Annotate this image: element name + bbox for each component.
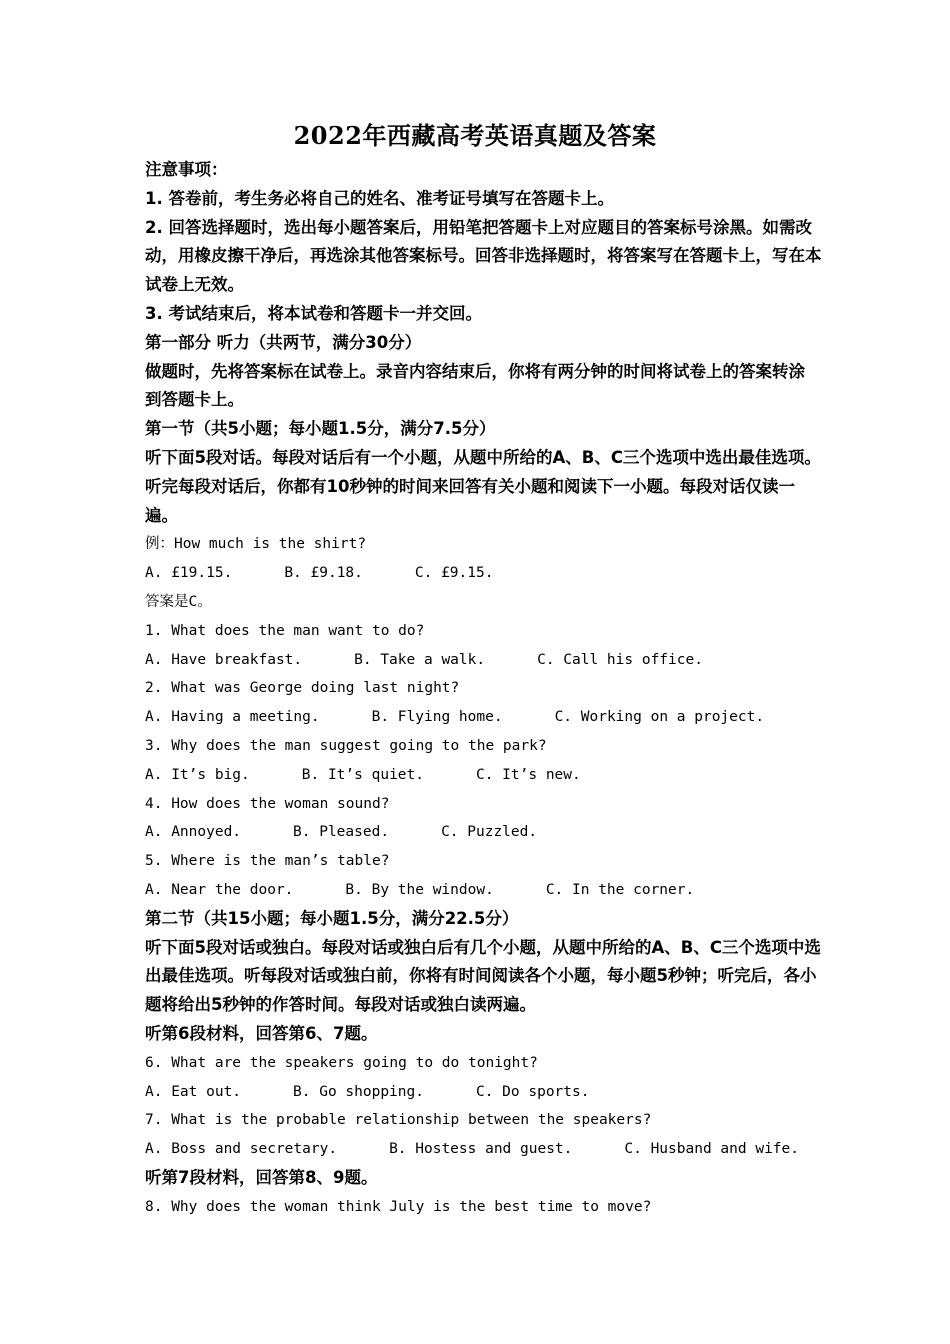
document-body [145,156,822,1221]
section2-intro-line: 出最佳选项。听每段对话或独白前，你将有时间阅读各个小题，每小题5秒钟；听完后，各小 [145,966,817,986]
option-b: B. Pleased. [293,824,390,841]
option-b: B. £9.18. [284,565,363,582]
question-4-options [145,818,815,847]
question-3-options [145,761,815,790]
notice-line: 试卷上无效。 [145,275,244,295]
part1-intro-line: 做题时，先将答案标在试卷上。录音内容结束后，你将有两分钟的时间将试卷上的答案转涂 [145,361,805,381]
option-a: A. Near the door. [145,881,294,898]
notice-line: 动，用橡皮擦干净后，再选涂其他答案标号。回答非选择题时，将答案写在答题卡上，写在本 [145,246,822,266]
option-a: A. Eat out. [145,1083,242,1100]
question-6: 6. What are the speakers going to do tonight? [145,1054,538,1071]
question-5: 5. Where is the man’s table? [145,853,390,870]
section2-intro-line: 听下面5段对话或独白。每段对话或独白后有几个小题，从题中所给的A、B、C三个选项中选 [145,937,821,957]
option-b: B. Hostess and guest. [389,1141,573,1158]
option-c: C. Do sports. [475,1083,590,1100]
question-1-options [145,646,815,675]
section2-heading: 第二节（共15小题；每小题1.5分，满分22.5分） [145,908,519,928]
question-7-options [145,1135,815,1164]
section1-heading: 第一节（共5小题；每小题1.5分，满分7.5分） [145,419,496,439]
question-8: 8. Why does the woman think July is the best time to move? [145,1198,652,1215]
option-a: A. It’s big. [145,766,250,783]
option-c: C. In the corner. [545,881,695,898]
question-3: 3. Why does the man suggest going to the park? [145,737,547,754]
section2-intro-line: 题将给出5秒钟的作答时间。每段对话或独白读两遍。 [145,995,536,1015]
question-2-options [145,703,815,732]
option-c: C. £9.15. [414,565,494,582]
option-b: B. Take a walk. [354,651,486,668]
example-question: 例：How much is the shirt? [145,536,367,553]
option-b: B. By the window. [345,881,494,898]
option-c: C. Husband and wife. [624,1141,799,1158]
option-b: B. Go shopping. [293,1083,424,1100]
question-4: 4. How does the woman sound? [145,795,390,812]
option-b: B. Flying home. [371,709,503,726]
material-6-heading: 听第6段材料，回答第6、7题。 [145,1023,378,1043]
question-2: 2. What was George doing last night? [145,680,460,697]
example-answer: 答案是C。 [145,593,212,610]
example-options [145,559,815,588]
option-c: C. Working on a project. [554,709,765,726]
notice-heading: 注意事项： [145,160,228,179]
section1-intro-line: 听下面5段对话。每段对话后有一个小题，从题中所给的A、B、C三个选项中选出最佳选项。 [145,447,821,467]
notice-line: 2. 回答选择题时，选出每小题答案后，用铅笔把答题卡上对应题目的答案标号涂黑。如需改 [145,217,812,237]
question-1: 1. What does the man want to do? [145,622,425,639]
option-b: B. It’s quiet. [301,766,424,783]
option-c: C. It’s new. [475,766,581,783]
section1-intro-line: 遍。 [145,505,178,525]
option-a: A. £19.15. [145,565,233,582]
material-7-heading: 听第7段材料，回答第8、9题。 [145,1167,378,1187]
option-c: C. Puzzled. [441,824,538,841]
option-a: A. Have breakfast. [145,651,303,668]
option-a: A. Having a meeting. [145,709,320,726]
page-title: 2022年西藏高考英语真题及答案 [293,121,657,150]
part1-intro-line: 到答题卡上。 [145,390,244,410]
option-c: C. Call his office. [537,651,703,668]
question-6-options [145,1078,815,1107]
option-a: A. Boss and secretary. [145,1141,338,1158]
notice-line: 1. 答卷前，考生务必将自己的姓名、准考证号填写在答题卡上。 [145,188,614,208]
notice-line: 3. 考试结束后，将本试卷和答题卡一并交回。 [145,303,482,323]
question-7: 7. What is the probable relationship between the speakers? [145,1112,652,1129]
part1-heading: 第一部分 听力（共两节，满分30分） [145,332,422,352]
option-a: A. Annoyed. [145,824,242,841]
section1-intro-line: 听完每段对话后，你都有10秒钟的时间来回答有关小题和阅读下一小题。每段对话仅读一 [145,476,795,496]
question-5-options [145,876,815,905]
